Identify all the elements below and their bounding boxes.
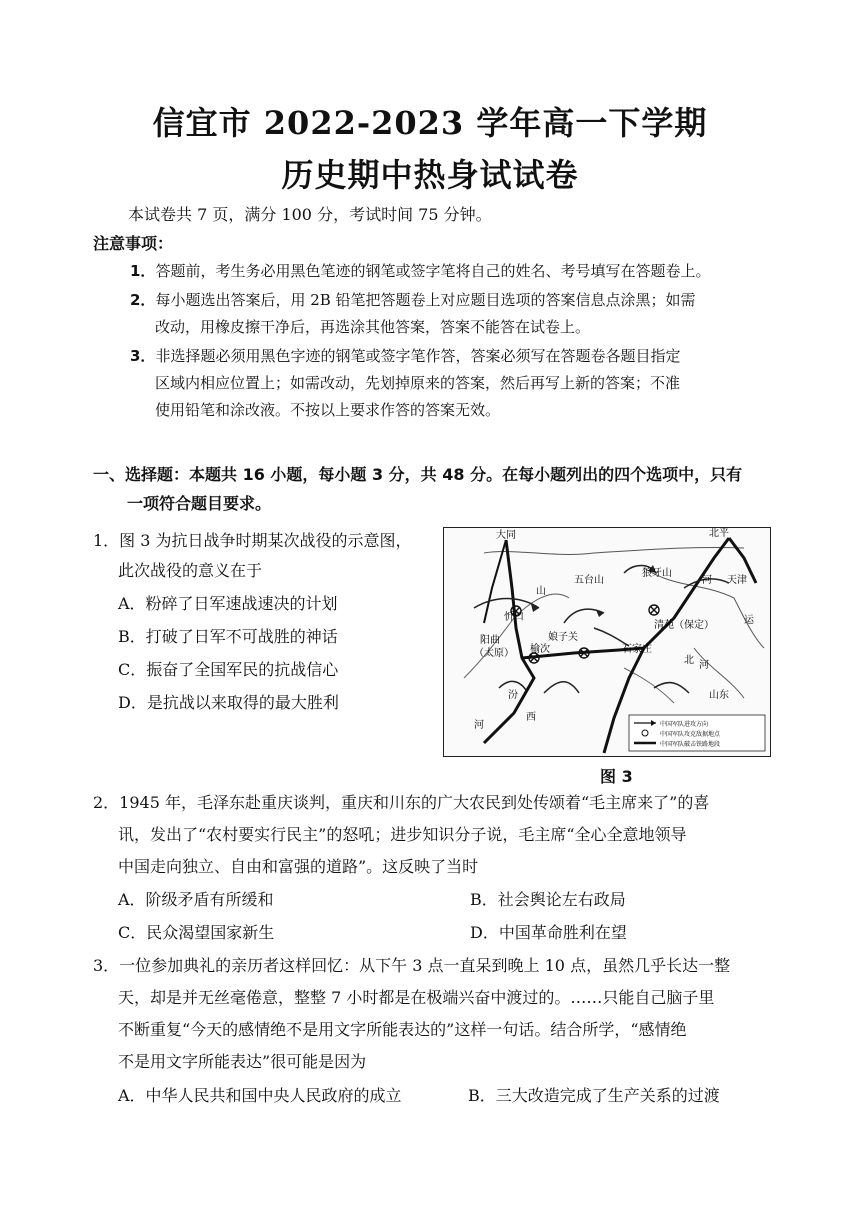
section-heading-cont: 一项符合题目要求。 [127,494,272,513]
map-legend-captured: 中国军队攻克敌据地点 [660,731,721,738]
q3-stem-2: 天，却是并无丝毫倦意，整整 7 小时都是在极端兴奋中渡过的。……只能自己脑子里 [118,988,715,1007]
map-label-xinkou: 忻口 [504,612,524,623]
map-label-niangziguan: 娘子关 [548,632,578,643]
map-label-he-mid: 河 [699,660,709,671]
map-label-bei: 北 [684,655,694,666]
map-label-shan: 山 [536,586,546,597]
q2-option-d: D．中国革命胜利在望 [470,923,627,942]
q2-option-c: C．民众渴望国家新生 [118,923,275,942]
notice-item-text: 每小题选出答案后，用 2B 铅笔把答题卷上对应题目选项的答案信息点涂黑；如需 [155,291,696,309]
figure-caption: 图 3 [600,767,633,786]
notice-item-text: 答题前，考生务必用黑色笔迹的钢笔或签字笔将自己的姓名、考号填写在答题卷上。 [155,262,711,280]
map-label-taiyuan: （太原） [474,648,514,659]
notice-item-2-cont: 改动，用橡皮擦干净后，再选涂其他答案，答案不能答在试卷上。 [155,318,591,336]
notice-item-text: 非选择题必须用黑色字迹的钢笔或签字笔作答，答案必须写在答题卷各题目指定 [155,347,681,365]
q1-option-c: C．振奋了全国军民的抗战信心 [118,660,339,679]
map-label-beiping: 北平 [709,528,729,539]
q2-stem-1: 2．1945 年，毛泽东赴重庆谈判，重庆和川东的广大农民到处传颂着“毛主席来了”的喜 [93,793,710,812]
q2-stem-2: 讯，发出了“农村要实行民主”的怒吼；进步知识分子说，毛主席“全心全意地领导 [118,825,687,844]
map-label-qingyuan: 清苑（保定） [654,620,714,631]
map-label-fen: 汾 [508,690,518,701]
map-label-he-right: 河 [702,575,712,586]
map-label-datong: 大同 [496,530,516,541]
battle-map-svg [444,528,770,756]
notice-item-3-cont1: 区域内相应位置上；如需改动，先划掉原来的答案，然后再写上新的答案；不准 [155,374,681,392]
map-label-tianjin: 天津 [727,575,747,586]
q3-stem-1: 3．一位参加典礼的亲历者这样回忆：从下午 3 点一直呆到晚上 10 点，虽然几乎长达一整 [93,956,731,975]
q2-stem-3: 中国走向独立、自由和富强的道路”。这反映了当时 [118,857,479,876]
exam-title-line2: 历史期中热身试试卷 [281,156,579,194]
map-label-shandong: 山东 [709,690,729,701]
battle-map-figure [443,527,771,757]
map-label-shijiazhuang: 石家庄 [622,644,652,655]
q1-stem: 1．图 3 为抗日战争时期某次战役的示意图， [93,531,412,550]
q1-stem-cont: 此次战役的意义在于 [118,561,263,580]
map-legend-attack: 中国军队进攻方向 [660,721,709,728]
exam-intro: 本试卷共 7 页，满分 100 分，考试时间 75 分钟。 [128,205,492,224]
notice-item-3 [130,345,680,367]
notice-item-number: 3． [130,347,156,365]
map-legend-railway: 中国军队破击铁路地段 [660,741,721,748]
q3-stem-4: 不是用文字所能表达”很可能是因为 [118,1052,367,1071]
notice-heading: 注意事项： [93,234,174,253]
section-heading: 一、选择题：本题共 16 小题，每小题 3 分，共 48 分。在每小题列出的四个选项中，只有 [93,465,743,484]
notice-item-3-cont2: 使用铅笔和涂改液。不按以上要求作答的答案无效。 [155,401,501,419]
map-label-yuci: 榆次 [530,644,550,655]
q3-option-b: B．三大改造完成了生产关系的过渡 [468,1086,720,1105]
notice-item-number: 2． [130,291,156,309]
notice-item-number: 1． [130,262,156,280]
q1-option-b: B．打破了日军不可战胜的神话 [118,627,338,646]
q3-stem-3: 不断重复“今天的感情绝不是用文字所能表达的”这样一句话。结合所学，“感情绝 [118,1020,687,1039]
map-label-he-left: 河 [474,720,484,731]
q2-option-a: A．阶级矛盾有所缓和 [118,890,274,909]
map-label-langyashan: 狼牙山 [642,568,672,579]
map-label-wutaishan: 五台山 [574,575,604,586]
q1-option-d: D．是抗战以来取得的最大胜利 [118,693,339,712]
notice-item-1 [130,260,710,282]
map-label-yangqu: 阳曲 [480,635,500,646]
map-label-xi: 西 [526,712,536,723]
notice-item-2 [130,289,696,311]
exam-title-line1: 信宜市 2022-2023 学年高一下学期 [152,104,708,142]
map-label-yun: 运 [744,615,754,626]
q2-option-b: B．社会舆论左右政局 [470,890,626,909]
q3-option-a: A．中华人民共和国中央人民政府的成立 [118,1086,402,1105]
q1-option-a: A．粉碎了日军速战速决的计划 [118,594,338,613]
